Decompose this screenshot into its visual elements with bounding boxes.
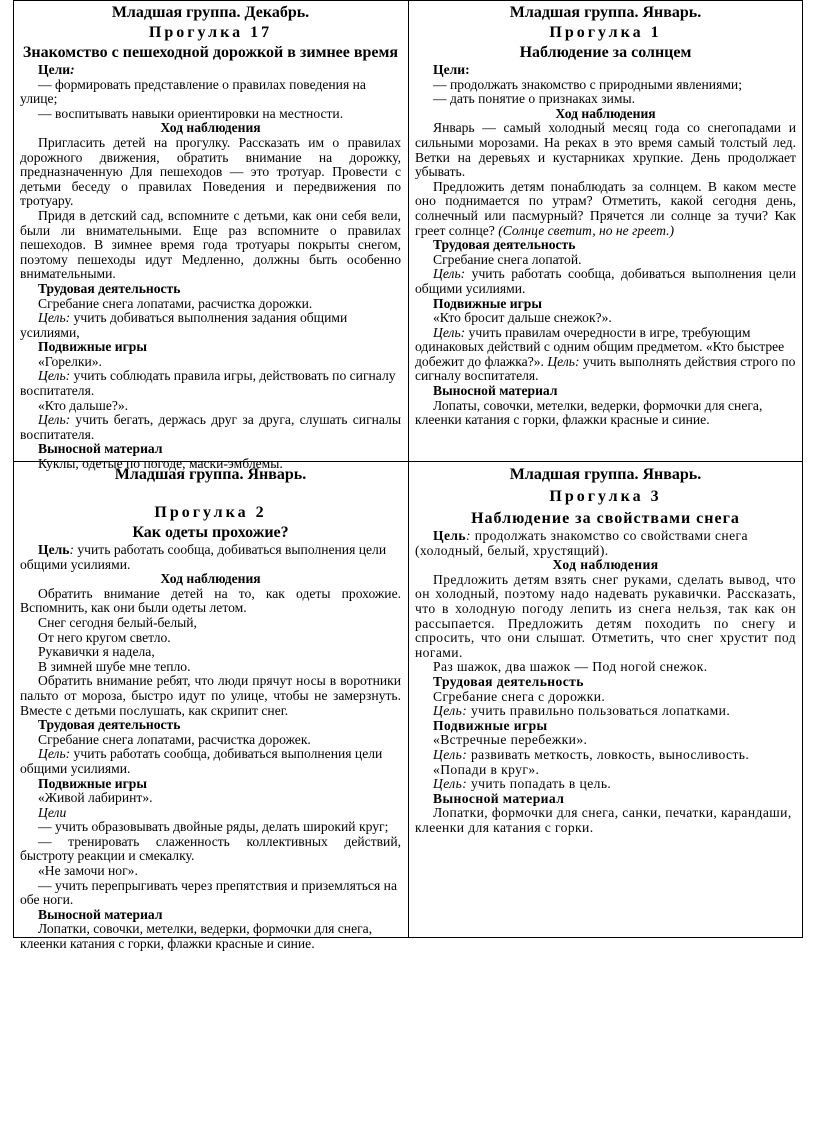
game-title: «Кто бросит дальше снежок?». [433,310,612,326]
walk-card-january-3 [409,465,803,835]
labor-goal: Цель: учить работать сообща, добиваться выполнения цели общими усилиями. [20,746,383,776]
goal-item: — продолжать знакомство с природными явлениями; [433,76,742,92]
poem-line: Снег сегодня белый-белый, [38,614,197,630]
walk-topic: Наблюдение за свойствами снега [471,510,740,527]
material-heading: Выносной материал [433,383,558,399]
walk-topic: Знакомство с пешеходной дорожкой в зимнее время [22,44,399,61]
group-title: Младшая группа. Декабрь. [111,4,310,21]
walk-card-january-1 [409,3,803,428]
games-heading: Подвижные игры [433,295,542,311]
observation-text: Предложить детям взять снег руками, сделать вывод, что он холодный, поэтому надо надевать рукавички. Рассказать, что в холодную погоду лепить из снега нельзя, так как он рассыпается. Предложить детям походить по снегу и спросить, что они слышат. Отметить, что снег хрустит под ногами. [415,571,796,660]
labor-goal: Цель: учить работать сообща, добиваться выполнения цели общими усилиями. [415,266,796,296]
material-text: Лопаты, совочки, метелки, ведерки, формочки для снега, клеенки катания с горки, флажки красные и синие. [415,397,763,428]
goal-line: Цель: учить работать сообща, добиваться выполнения цели общими усилиями. [20,542,387,572]
poem-line: От него кругом светло. [38,629,171,645]
material-heading: Выносной материал [38,441,163,457]
goal-item: — воспитывать навыки ориентировки на местности. [38,105,344,121]
games-heading: Подвижные игры [433,717,548,733]
walk-number: Прогулка 2 [154,504,267,521]
game-title: «Не замочи ног». [38,863,138,879]
labor-heading: Трудовая деятельность [38,280,181,296]
observation-text: Пригласить детей на прогулку. Рассказать им о правилах дорожного движения, обратить внимание на дорожку, предназначенную Для пешеходов — это тротуар. Провести с детьми беседу о правилах Поведения и передвижения по тротуару. [20,134,401,209]
walk-number: Прогулка 17 [148,24,273,41]
walk-topic: Наблюдение за солнцем [519,44,692,61]
game-goals-label: Цели [38,804,67,820]
walk-card-january-2 [14,465,408,952]
material-text: Лопатки, совочки, метелки, ведерки, формочки для снега, клеенки катания с горки, флажки красные и синие. [20,921,373,952]
game-goal: Цель: учить соблюдать правила игры, действовать по сигналу воспитателя. [20,368,396,399]
material-heading: Выносной материал [38,906,163,922]
goal-item: — учить образовывать двойные ряды, делать широкий круг; [38,819,389,835]
poem-line: В зимней шубе мне тепло. [38,658,191,674]
game-goal: Цель: развивать меткость, ловкость, выносливость. [433,746,750,762]
goal-item: — формировать представление о правилах поведения на улице; [20,76,366,107]
material-text: Лопатки, формочки для снега, санки, печатки, карандаши, клеенки для катания с горки. [415,805,792,835]
walk-number: Прогулка 1 [549,24,662,41]
goals-label: Цели: [433,62,470,77]
walk-card-december-17 [14,3,408,472]
game-goal: Цель: учить бегать, держась друг за друга, слушать сигналы воспитателя. [20,412,401,442]
game-goal: Цель: учить правилам очередности в игре, требующим одинаковых действий с одним общим предметом. «Кто быстрее добежит до флажка?». Цель: учить выполнять действия строго по сигналу воспитателя. [415,324,796,384]
observation-text: Обратить внимание ребят, что люди прячут носы в воротники пальто от мороза, быстро идут по улице, чтобы не замерзнуть. Вместе с детьми послушать, как скрипит снег. [20,673,401,718]
walk-topic: Как одеты прохожие? [132,524,289,541]
game-goal: — учить перепрыгивать через препятствия и приземляться на обе ноги. [20,877,397,908]
observation-text: Январь — самый холодный месяц года со снегопадами и сильными морозами. На реках в это время самый толстый лед. Ветки на деревьях и кустарниках хрупкие. День продолжает убывать. [415,120,796,180]
goal-item: — дать понятие о признаках зимы. [433,91,636,107]
spacer [20,485,401,503]
game-title: «Попади в круг». [433,761,540,777]
observation-text: Предложить детям понаблюдать за солнцем. В каком месте оно поднимается по утрам? Отметить, какой сегодня день, солнечный или пасмурный? Прячется ли солнце за тучи? Как греет солнце? (Солнце светит, но не греет.) [415,178,796,238]
game-title: «Кто дальше?». [38,397,129,413]
material-heading: Выносной материал [433,790,565,806]
material-text: Куклы, одетые по погоде, маски-эмблемы. [38,456,283,472]
labor-text: Сгребание снега лопатами, расчистка дорожки. [38,295,313,311]
observation-heading: Ход наблюдения [160,120,261,136]
game-title: «Живой лабиринт». [38,790,153,806]
game-title: «Встречные перебежки». [433,732,588,748]
labor-goal: Цель: учить правильно пользоваться лопатками. [433,703,731,719]
walks-table [13,0,803,952]
games-heading: Подвижные игры [38,339,147,355]
group-title: Младшая группа. Январь. [509,4,702,21]
goals-label: Цели: [38,62,75,77]
observation-heading: Ход наблюдения [160,571,261,587]
observation-heading: Ход наблюдения [552,557,659,573]
observation-text: Придя в детский сад, вспомните с детьми, как они себя вели, были ли внимательными. Еще раз вспомните о правилах пешеходов. В зимнее время года тротуары покрыты снегом, поэтому пешеходы идут Медленно, должны быть особенно внимательными. [20,207,401,282]
observation-text: Обратить внимание детей на то, как одеты прохожие. Вспомнить, как они были одеты летом. [20,585,401,616]
game-goal: Цель: учить попадать в цель. [433,776,612,792]
labor-heading: Трудовая деятельность [433,673,584,689]
labor-heading: Трудовая деятельность [38,717,181,733]
labor-text: Сгребание снега лопатой. [433,251,582,267]
poem-line: Рукавички я надела, [38,644,155,660]
group-title: Младшая группа. Январь. [114,466,307,483]
labor-text: Сгребание снега с дорожки. [433,688,606,704]
labor-goal: Цель: учить добиваться выполнения задания общими усилиями, [20,310,348,340]
walk-number: Прогулка 3 [549,488,662,505]
games-heading: Подвижные игры [38,775,147,791]
labor-text: Сгребание снега лопатами, расчистка дорожек. [38,731,311,747]
poem-line: Раз шажок, два шажок — Под ногой снежок. [433,659,708,675]
game-title: «Горелки». [38,353,102,369]
labor-heading: Трудовая деятельность [433,237,576,253]
group-title: Младшая группа. Январь. [509,466,702,483]
observation-heading: Ход наблюдения [555,105,656,121]
goal-line: Цель: продолжать знакомство со свойствами снега (холодный, белый, хрустящий). [415,528,748,558]
goal-item: — тренировать слаженность коллективных действий, быстроту реакции и смекалку. [20,833,401,864]
